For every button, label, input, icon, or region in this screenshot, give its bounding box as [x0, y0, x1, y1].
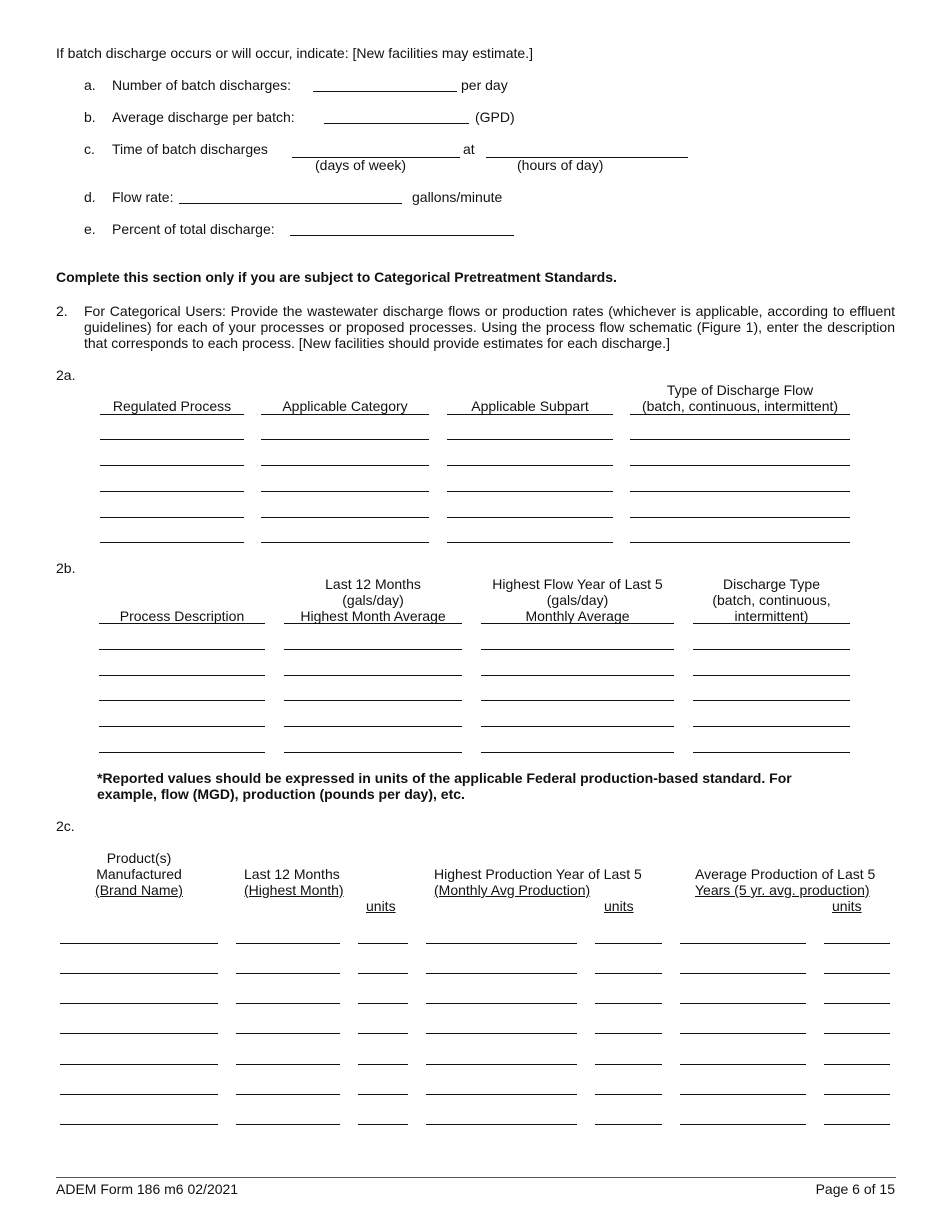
- t2b-header-process: Process Description: [119, 608, 245, 624]
- t2a-cell[interactable]: [447, 542, 613, 543]
- footer-page-number: Page 6 of 15: [815, 1181, 895, 1197]
- section-notice: Complete this section only if you are subject to Categorical Pretreatment Standards.: [56, 269, 617, 285]
- t2c-cell[interactable]: [824, 1094, 890, 1095]
- t2c-cell[interactable]: [426, 973, 577, 974]
- t2a-cell[interactable]: [100, 439, 244, 440]
- t2b-header-last12-l3: Highest Month Average: [300, 608, 446, 624]
- t2a-cell[interactable]: [100, 517, 244, 518]
- t2b-label: 2b.: [56, 560, 76, 576]
- t2c-cell[interactable]: [595, 943, 662, 944]
- t2c-cell[interactable]: [595, 1003, 662, 1004]
- t2c-header-last12-l1: Last 12 Months: [244, 866, 340, 882]
- item-e-label: Percent of total discharge:: [112, 221, 275, 237]
- t2c-cell[interactable]: [595, 1033, 662, 1034]
- t2a-cell[interactable]: [261, 465, 429, 466]
- t2c-cell[interactable]: [824, 1124, 890, 1125]
- avg-discharge-field[interactable]: [324, 123, 469, 124]
- item-c-at: at: [463, 141, 475, 157]
- t2c-cell[interactable]: [236, 1094, 340, 1095]
- t2b-header-type-l2: (batch, continuous,: [712, 592, 831, 608]
- t2b-cell[interactable]: [99, 675, 265, 676]
- item-d-label: Flow rate:: [112, 189, 174, 205]
- t2c-header-average-l1: Average Production of Last 5: [695, 866, 876, 882]
- t2a-header-applicable-category: Applicable Category: [282, 398, 408, 414]
- t2a-header-discharge-flow: Type of Discharge Flow: [666, 382, 814, 398]
- t2a-label: 2a.: [56, 367, 76, 383]
- t2c-cell[interactable]: [824, 1033, 890, 1034]
- t2c-cell[interactable]: [358, 1094, 408, 1095]
- t2c-cell[interactable]: [824, 973, 890, 974]
- item-a-letter: a.: [84, 77, 96, 93]
- t2c-cell[interactable]: [680, 973, 806, 974]
- q2-text: For Categorical Users: Provide the wastewater discharge flows or production rates (whichever is applicable, according to effluent guidelines) for each of your processes or proposed processes. Using the process flow schematic (Figure 1), enter the description that corresponds to each process. [New facilities should provide estimates for each discharge.]: [84, 303, 895, 351]
- t2a-header-discharge-flow-sub: (batch, continuous, intermittent): [641, 398, 839, 414]
- t2c-cell[interactable]: [680, 943, 806, 944]
- t2c-units-2: units: [604, 898, 634, 914]
- t2a-cell[interactable]: [447, 517, 613, 518]
- t2b-header-highest-l1: Highest Flow Year of Last 5: [492, 576, 663, 592]
- t2b-cell[interactable]: [481, 700, 674, 701]
- t2a-header-rule: [447, 414, 613, 415]
- t2c-cell[interactable]: [60, 1064, 218, 1065]
- q2-number: 2.: [56, 303, 68, 319]
- t2c-units-1: units: [366, 898, 396, 914]
- t2c-cell[interactable]: [426, 943, 577, 944]
- t2c-header-product-l2: Manufactured: [96, 866, 182, 882]
- t2c-header-average-l2: Years (5 yr. avg. production): [695, 882, 870, 898]
- t2b-note-line2: example, flow (MGD), production (pounds per day), etc.: [97, 786, 465, 802]
- t2c-header-product-l1: Product(s): [106, 850, 172, 866]
- t2c-cell[interactable]: [595, 1064, 662, 1065]
- t2b-header-last12-l1: Last 12 Months: [325, 576, 421, 592]
- t2a-cell[interactable]: [100, 542, 244, 543]
- t2a-cell[interactable]: [630, 542, 850, 543]
- t2b-cell[interactable]: [99, 752, 265, 753]
- t2b-cell[interactable]: [481, 675, 674, 676]
- t2c-cell[interactable]: [595, 1124, 662, 1125]
- t2b-note-line1: *Reported values should be expressed in units of the applicable Federal production-based standard. For: [97, 770, 792, 786]
- t2c-cell[interactable]: [358, 1033, 408, 1034]
- t2a-cell[interactable]: [261, 517, 429, 518]
- t2a-cell[interactable]: [447, 439, 613, 440]
- t2b-header-last12-l2: (gals/day): [342, 592, 404, 608]
- item-b-letter: b.: [84, 109, 96, 125]
- t2b-header-rule: [284, 623, 462, 624]
- t2b-header-rule: [693, 623, 850, 624]
- percent-discharge-field[interactable]: [290, 235, 514, 236]
- t2c-cell[interactable]: [426, 1094, 577, 1095]
- t2a-header-rule: [100, 414, 244, 415]
- t2c-cell[interactable]: [426, 1064, 577, 1065]
- t2c-header-last12-l2: (Highest Month): [244, 882, 344, 898]
- item-a-suffix: per day: [461, 77, 508, 93]
- t2b-cell[interactable]: [284, 726, 462, 727]
- t2c-label: 2c.: [56, 818, 75, 834]
- t2c-cell[interactable]: [358, 973, 408, 974]
- batch-count-field[interactable]: [313, 91, 457, 92]
- footer-form-id: ADEM Form 186 m6 02/2021: [56, 1181, 239, 1197]
- t2c-cell[interactable]: [60, 973, 218, 974]
- item-d-suffix: gallons/minute: [412, 189, 503, 205]
- t2b-header-type-l3: intermittent): [734, 608, 809, 624]
- t2a-header-applicable-subpart: Applicable Subpart: [471, 398, 589, 414]
- t2c-units-3: units: [832, 898, 862, 914]
- t2c-cell[interactable]: [426, 1003, 577, 1004]
- flow-rate-field[interactable]: [179, 203, 402, 204]
- t2a-cell[interactable]: [261, 542, 429, 543]
- item-a-label: Number of batch discharges:: [112, 77, 291, 93]
- t2c-cell[interactable]: [60, 1094, 218, 1095]
- t2b-cell[interactable]: [693, 752, 850, 753]
- t2c-header-highest-l2: (Monthly Avg Production): [434, 882, 591, 898]
- t2c-cell[interactable]: [236, 1124, 340, 1125]
- item-c-letter: c.: [84, 141, 95, 157]
- t2c-cell[interactable]: [358, 1003, 408, 1004]
- t2b-cell[interactable]: [99, 649, 265, 650]
- t2a-header-rule: [261, 414, 429, 415]
- t2c-cell[interactable]: [236, 1064, 340, 1065]
- t2a-cell[interactable]: [630, 517, 850, 518]
- t2b-cell[interactable]: [284, 675, 462, 676]
- t2a-header-rule: [630, 414, 850, 415]
- t2a-header-regulated-process: Regulated Process: [112, 398, 232, 414]
- t2c-cell[interactable]: [680, 1124, 806, 1125]
- days-of-week-caption: (days of week): [315, 157, 407, 173]
- t2b-cell[interactable]: [284, 700, 462, 701]
- t2c-cell[interactable]: [426, 1124, 577, 1125]
- t2b-cell[interactable]: [693, 726, 850, 727]
- t2c-cell[interactable]: [680, 1064, 806, 1065]
- t2a-cell[interactable]: [261, 491, 429, 492]
- t2b-header-highest-l2: (gals/day): [546, 592, 609, 608]
- t2c-header-highest-l1: Highest Production Year of Last 5: [434, 866, 642, 882]
- t2b-header-type-l1: Discharge Type: [722, 576, 820, 592]
- t2b-cell[interactable]: [481, 752, 674, 753]
- t2c-cell[interactable]: [60, 943, 218, 944]
- t2c-cell[interactable]: [236, 943, 340, 944]
- t2b-cell[interactable]: [284, 649, 462, 650]
- t2a-cell[interactable]: [630, 439, 850, 440]
- t2c-cell[interactable]: [824, 943, 890, 944]
- t2a-cell[interactable]: [100, 491, 244, 492]
- item-b-suffix: (GPD): [475, 109, 515, 125]
- t2a-cell[interactable]: [630, 491, 850, 492]
- t2b-header-highest-l3: Monthly Average: [525, 608, 630, 624]
- t2c-cell[interactable]: [358, 1064, 408, 1065]
- t2b-cell[interactable]: [693, 700, 850, 701]
- t2b-cell[interactable]: [481, 726, 674, 727]
- footer-rule: [56, 1177, 896, 1178]
- t2c-cell[interactable]: [595, 1094, 662, 1095]
- t2c-cell[interactable]: [426, 1033, 577, 1034]
- hours-of-day-caption: (hours of day): [517, 157, 604, 173]
- t2c-cell[interactable]: [680, 1003, 806, 1004]
- t2a-cell[interactable]: [261, 439, 429, 440]
- t2c-cell[interactable]: [60, 1003, 218, 1004]
- t2c-cell[interactable]: [358, 943, 408, 944]
- t2c-cell[interactable]: [824, 1003, 890, 1004]
- batch-intro: If batch discharge occurs or will occur, indicate: [New facilities may estimate.]: [56, 45, 533, 61]
- t2c-cell[interactable]: [60, 1033, 218, 1034]
- t2a-cell[interactable]: [447, 465, 613, 466]
- t2c-cell[interactable]: [358, 1124, 408, 1125]
- t2b-cell[interactable]: [99, 700, 265, 701]
- t2c-cell[interactable]: [824, 1064, 890, 1065]
- t2b-cell[interactable]: [284, 752, 462, 753]
- t2b-cell[interactable]: [693, 649, 850, 650]
- item-b-label: Average discharge per batch:: [112, 109, 295, 125]
- t2b-header-rule: [481, 623, 674, 624]
- item-c-label: Time of batch discharges: [112, 141, 268, 157]
- t2c-cell[interactable]: [680, 1033, 806, 1034]
- item-e-letter: e.: [84, 221, 96, 237]
- t2c-cell[interactable]: [595, 973, 662, 974]
- t2c-header-product-l3: (Brand Name): [95, 882, 183, 898]
- t2c-cell[interactable]: [236, 1003, 340, 1004]
- t2a-cell[interactable]: [447, 491, 613, 492]
- t2a-cell[interactable]: [630, 465, 850, 466]
- t2a-cell[interactable]: [100, 465, 244, 466]
- t2c-cell[interactable]: [236, 1033, 340, 1034]
- t2b-cell[interactable]: [693, 675, 850, 676]
- t2c-cell[interactable]: [680, 1094, 806, 1095]
- t2c-cell[interactable]: [60, 1124, 218, 1125]
- t2b-cell[interactable]: [99, 726, 265, 727]
- t2b-cell[interactable]: [481, 649, 674, 650]
- item-d-letter: d.: [84, 189, 96, 205]
- t2c-cell[interactable]: [236, 973, 340, 974]
- t2b-header-rule: [99, 623, 265, 624]
